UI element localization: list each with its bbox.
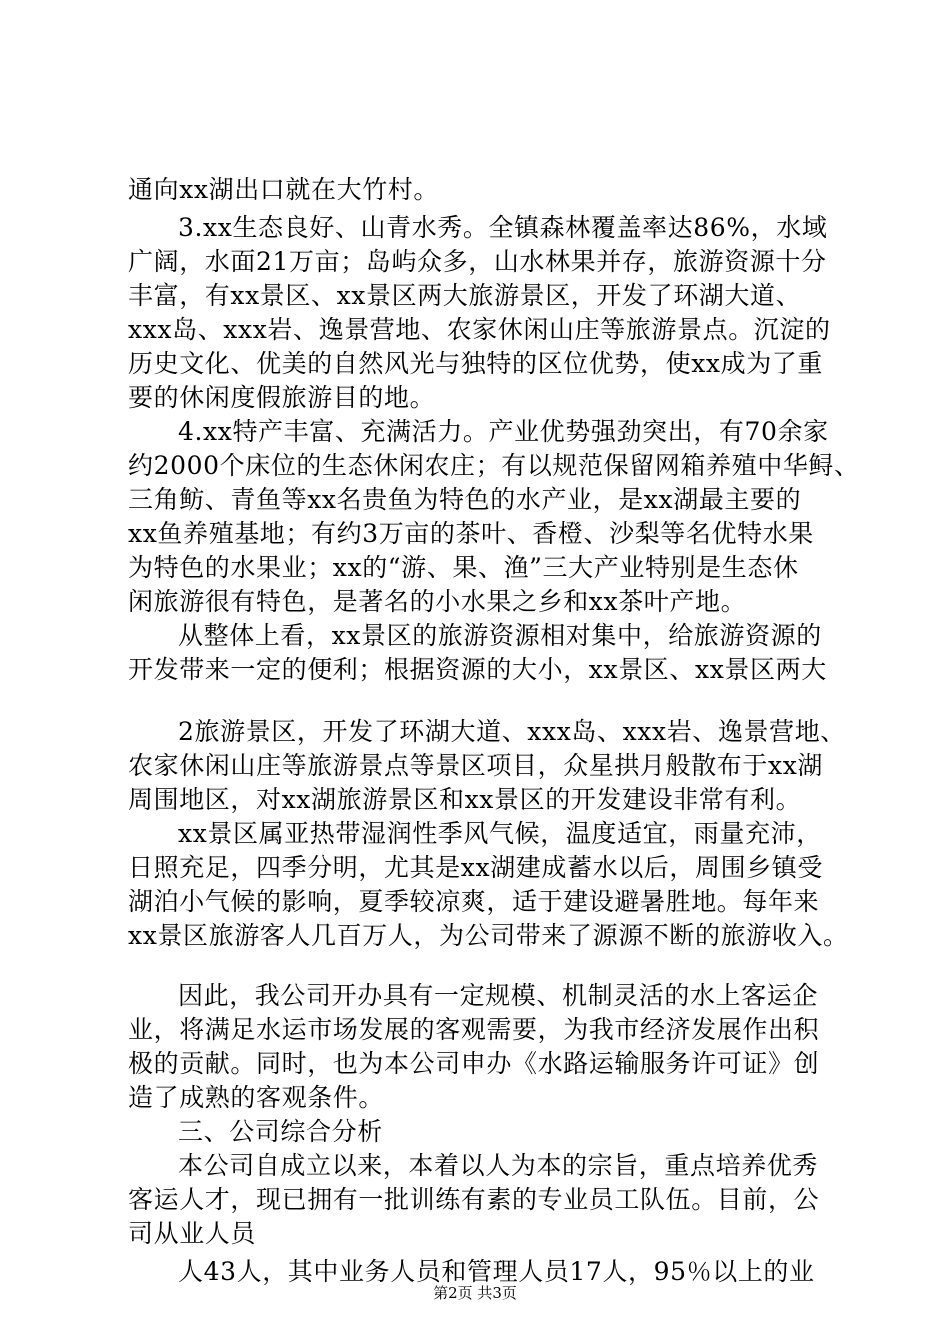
text-line: 4.xx特产丰富、充满活力。产业优势强劲突出，有70余家 <box>178 417 829 446</box>
text-line: 人43人，其中业务人员和管理人员17人，95％以上的业 <box>178 1257 815 1286</box>
text-line: 丰富，有xx景区、xx景区两大旅游景区，开发了环湖大道、 <box>128 281 802 310</box>
text-line: 要的休闲度假旅游目的地。 <box>128 383 436 412</box>
text-line: 从整体上看，xx景区的旅游资源相对集中，给旅游资源的 <box>178 621 822 650</box>
text-line: 业，将满足水运市场发展的客观需要，为我市经济发展作出积 <box>128 1015 820 1044</box>
text-line: 为特色的水果业；xx的“游、果、渔”三大产业特别是生态休 <box>128 553 799 582</box>
text-line: 约2000个床位的生态休闲农庄；有以规范保留网箱养殖中华鲟、 <box>128 451 860 480</box>
text-line: 日照充足，四季分明，尤其是xx湖建成蓄水以后，周围乡镇受 <box>128 853 824 882</box>
text-line: 三角鲂、青鱼等xx名贵鱼为特色的水产业，是xx湖最主要的 <box>128 485 802 514</box>
text-line: xx景区属亚热带湿润性季风气候，温度适宜，雨量充沛， <box>178 819 822 848</box>
text-line: 司从业人员 <box>128 1219 257 1248</box>
text-line: 通向xx湖出口就在大竹村。 <box>128 175 439 204</box>
text-line: 本公司自成立以来，本着以人为本的宗旨，重点培养优秀 <box>178 1151 819 1180</box>
text-line: xxx岛、xxx岩、逸景营地、农家休闲山庄等旅游景点。沉淀的 <box>128 315 831 344</box>
text-line: xx鱼养殖基地；有约3万亩的茶叶、香橙、沙梨等名优特水果 <box>128 519 814 548</box>
text-line: 广阔，水面21万亩；岛屿众多，山水林果并存，旅游资源十分 <box>128 247 827 276</box>
text-line: 极的贡献。同时，也为本公司申办《水路运输服务许可证》创 <box>128 1049 820 1078</box>
text-line: 造了成熟的客观条件。 <box>128 1083 385 1112</box>
text-line: xx景区旅游客人几百万人，为公司带来了源源不断的旅游收入。 <box>128 921 849 950</box>
text-line: 开发带来一定的便利；根据资源的大小，xx景区、xx景区两大 <box>128 655 827 684</box>
text-line: 3.xx生态良好、山青水秀。全镇森林覆盖率达86%，水域 <box>178 213 828 242</box>
text-line: 因此，我公司开办具有一定规模、机制灵活的水上客运企 <box>178 981 819 1010</box>
text-line: 闲旅游很有特色，是著名的小水果之乡和xx茶叶产地。 <box>128 587 747 616</box>
text-line: 2旅游景区，开发了环湖大道、xxx岛、xxx岩、逸景营地、 <box>178 717 846 746</box>
text-line: 周围地区，对xx湖旅游景区和xx景区的开发建设非常有利。 <box>128 785 802 814</box>
section-heading: 三、公司综合分析 <box>178 1117 383 1146</box>
text-line: 历史文化、优美的自然风光与独特的区位优势，使xx成为了重 <box>128 349 824 378</box>
text-line: 农家休闲山庄等旅游景点等景区项目，众星拱月般散布于xx湖 <box>128 751 824 780</box>
text-line: 湖泊小气候的影响，夏季较凉爽，适于建设避暑胜地。每年来 <box>128 887 820 916</box>
text-line: 客运人才，现已拥有一批训练有素的专业员工队伍。目前，公 <box>128 1185 820 1214</box>
page-footer: 第2页 共3页 <box>433 1284 517 1302</box>
